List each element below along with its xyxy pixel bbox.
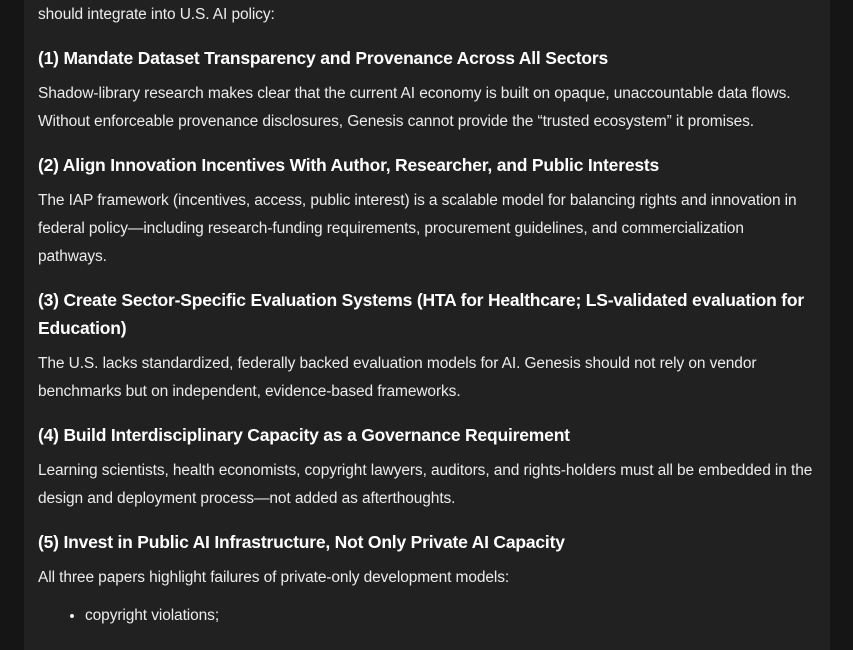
section-4-heading: (4) Build Interdisciplinary Capacity as a Governance Requirement <box>38 425 570 445</box>
section-5-paragraph: All three papers highlight failures of private-only development models: <box>38 569 510 586</box>
section-5-bullet-list <box>38 602 816 630</box>
assistant-message <box>38 1 816 630</box>
section-4-paragraph: Learning scientists, health economists, copyright lawyers, auditors, and rights-holders must all be embedded in the design and deployment process—not added as afterthoughts. <box>38 462 813 507</box>
list-item: • copyright violations; <box>85 602 816 630</box>
intro-paragraph-fragment: should integrate into U.S. AI policy: <box>38 6 275 23</box>
section-2-paragraph: The IAP framework (incentives, access, public interest) is a scalable model for balancing rights and innovation in federal policy—including research-funding requirements, procurement guidelines, and commercialization pathways. <box>38 192 797 265</box>
section-1-heading: (1) Mandate Dataset Transparency and Provenance Across All Sectors <box>38 48 609 68</box>
section-5-heading: (5) Invest in Public AI Infrastructure, Not Only Private AI Capacity <box>38 532 565 552</box>
section-1-paragraph: Shadow-library research makes clear that the current AI economy is built on opaque, unaccountable data flows. Without enforceable provenance disclosures, Genesis cannot provide the “trusted ecosystem” it promises. <box>38 85 791 130</box>
section-2-heading: (2) Align Innovation Incentives With Author, Researcher, and Public Interests <box>38 155 660 175</box>
section-3-paragraph: The U.S. lacks standardized, federally backed evaluation models for AI. Genesis should not rely on vendor benchmarks but on independent, evidence-based frameworks. <box>38 355 757 400</box>
section-3-heading: (3) Create Sector-Specific Evaluation Systems (HTA for Healthcare; LS-validated evaluation for Education) <box>38 290 804 338</box>
chat-content-column <box>24 0 830 650</box>
